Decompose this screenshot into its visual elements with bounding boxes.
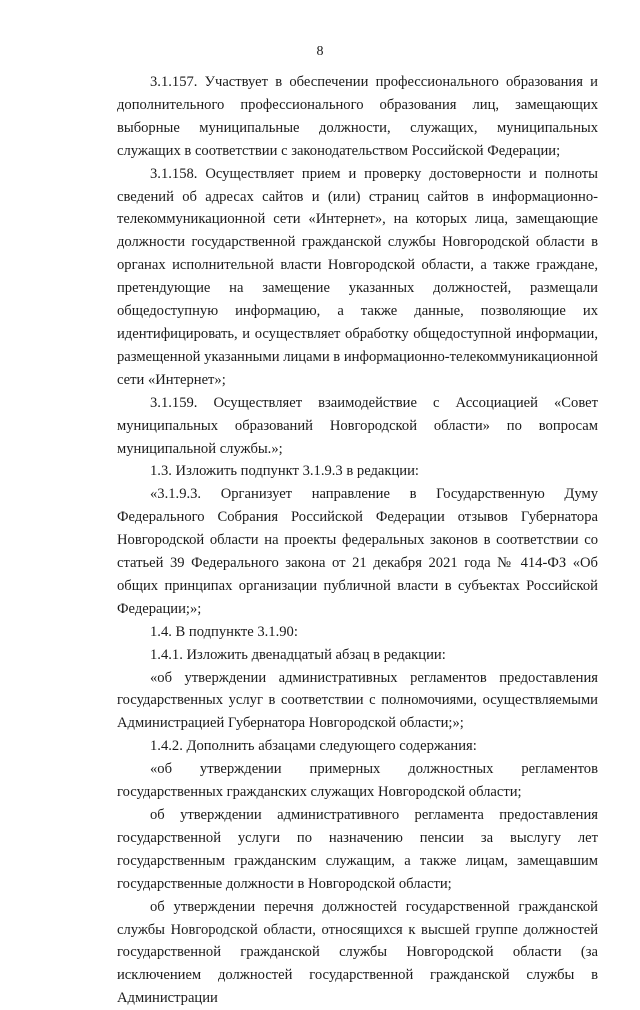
paragraph-admin-regulations: «об утверждении административных регламентов предоставления государственных услуг в соответствии с полномочиями, осуществляемыми Администрацией Губернатора Новгородской области;»; (117, 669, 598, 732)
paragraph-1-4-1: 1.4.1. Изложить двенадцатый абзац в редакции: (150, 646, 446, 663)
document-body (117, 71, 598, 1010)
paragraph-3-1-158: 3.1.158. Осуществляет прием и проверку достоверности и полноты сведений об адресах сайтов и (или) страниц сайтов в информационно-телекоммуникационной сети «Интернет», на которых лица, замещающие должности государственной гражданской службы Новгородской области в органах исполнительной власти Новгородской области, а также граждане, претендующие на замещение указанных должностей, размещали общедоступную информацию, а также данные, позволяющие их идентифицировать, и осуществляет обработку общедоступной информации, размещенной указанными лицами в информационно-телекоммуникационной сети «Интернет»; (117, 165, 598, 388)
paragraph-1-4-2: 1.4.2. Дополнить абзацами следующего содержания: (150, 738, 477, 755)
page-number: 8 (316, 44, 324, 59)
paragraph-positions-list: об утверждении перечня должностей государственной гражданской службы Новгородской области, относящихся к высшей группе должностей государственной гражданской службы Новгородской области (за исключением должностей государственной гражданской службы в Администрации (117, 898, 598, 1007)
paragraph-pension-regulation: об утверждении административного регламента предоставления государственной услуги по назначению пенсии за выслугу лет государственным гражданским служащим, а также лицам, замещавшим государственные должности в Новгородской области; (117, 807, 598, 892)
paragraph-job-regulations: «об утверждении примерных должностных регламентов государственных гражданских служащих Новгородской области; (117, 761, 598, 801)
paragraph-3-1-157: 3.1.157. Участвует в обеспечении профессионального образования и дополнительного профессионального образования лиц, замещающих выборные муниципальные должности, служащих, муниципальных служащих в соответствии с законодательством Российской Федерации; (117, 74, 598, 159)
paragraph-3-1-9-3: «3.1.9.3. Организует направление в Государственную Думу Федерального Собрания Российской Федерации отзывов Губернатора Новгородской области на проекты федеральных законов в соответствии со статьей 39 Федерального закона от 21 декабря 2021 года № 414-ФЗ «Об общих принципах организации публичной власти в субъектах Российской Федерации;»; (117, 486, 598, 617)
paragraph-1-3: 1.3. Изложить подпункт 3.1.9.3 в редакции: (150, 463, 419, 480)
paragraph-1-4: 1.4. В подпункте 3.1.90: (150, 623, 298, 640)
paragraph-3-1-159: 3.1.159. Осуществляет взаимодействие с Ассоциацией «Совет муниципальных образований Новгородской области» по вопросам муниципальной службы.»; (117, 394, 598, 457)
